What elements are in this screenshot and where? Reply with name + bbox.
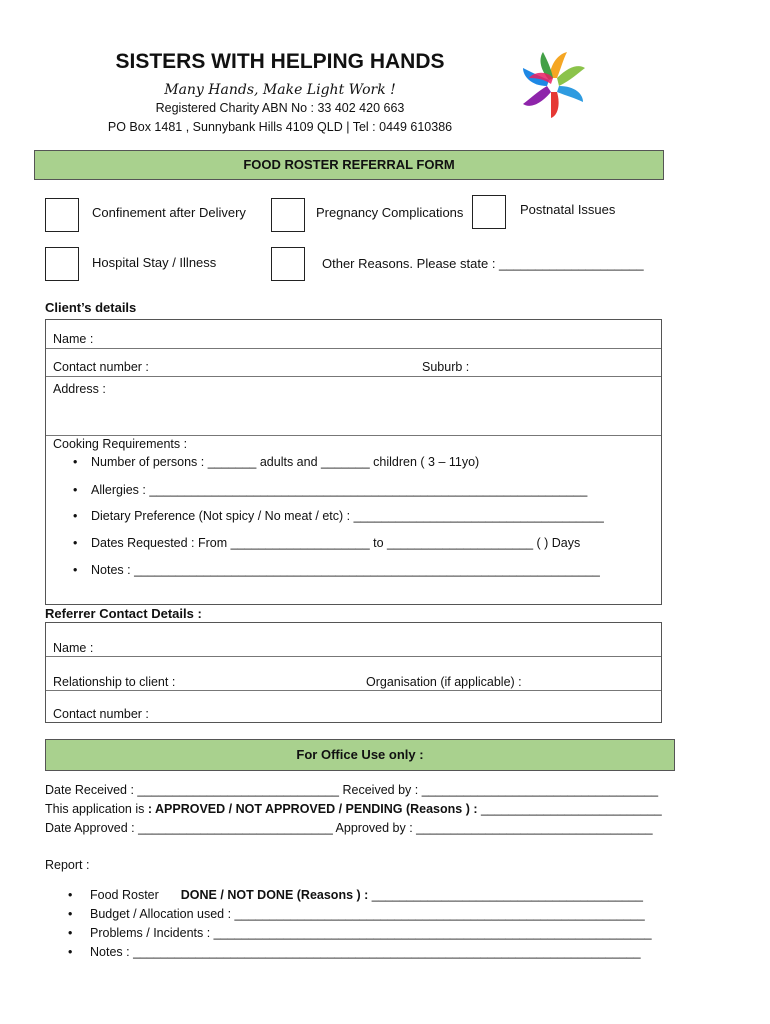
client-name-row[interactable] <box>46 320 661 349</box>
referrer-organisation-label: Organisation (if applicable) : <box>366 675 522 689</box>
office-notes-text: Notes : _________________________________________________________________________ <box>90 945 641 959</box>
logo-hand-2 <box>557 66 585 86</box>
client-notes-item[interactable]: • Notes : ___________________________________________________________________ <box>73 563 600 577</box>
logo-hand-5 <box>523 86 551 106</box>
abn-line: Registered Charity ABN No : 33 402 420 663 <box>155 101 405 115</box>
dates-item[interactable]: • Dates Requested : From ____________________ to _____________________ ( ) Days <box>73 536 581 550</box>
postnatal-checkbox[interactable] <box>472 195 506 229</box>
dietary-item[interactable]: • Dietary Preference (Not spicy / No meat / etc) : ____________________________________ <box>73 509 604 523</box>
hospital-checkbox[interactable] <box>45 247 79 281</box>
pregnancy-label: Pregnancy Complications <box>316 205 464 220</box>
client-suburb-label: Suburb : <box>422 360 470 374</box>
helping-hands-logo-icon <box>518 48 588 120</box>
confinement-label: Confinement after Delivery <box>92 205 246 220</box>
other-reasons-label[interactable]: Other Reasons. Please state : ____________________ <box>322 256 644 271</box>
application-line[interactable] <box>45 802 662 816</box>
client-contact-label: Contact number : <box>53 360 149 374</box>
confinement-checkbox[interactable] <box>45 198 79 232</box>
referrer-relationship-label: Relationship to client : <box>53 675 176 689</box>
allergies-item[interactable]: • Allergies : _______________________________________________________________ <box>73 483 588 497</box>
problems-text: Problems / Incidents : _______________________________________________________________ <box>90 926 652 940</box>
food-roster-item[interactable]: • Food Roster DONE / NOT DONE (Reasons ) : _______________________________________ <box>68 888 643 902</box>
dates-text: Dates Requested : From ____________________ to _____________________ ( ) Days <box>91 536 581 550</box>
referrer-name-label: Name : <box>53 641 94 655</box>
address-line: PO Box 1481 , Sunnybank Hills 4109 QLD | Tel : 0449 610386 <box>107 120 453 134</box>
tagline: Many Hands, Make Light Work ! <box>164 82 396 98</box>
referrer-box <box>45 622 662 723</box>
food-roster-blank: _______________________________________ <box>371 888 643 902</box>
referrer-heading: Referrer Contact Details : <box>45 606 202 621</box>
budget-text: Budget / Allocation used : ___________________________________________________________ <box>90 907 645 921</box>
cooking-requirements-label: Cooking Requirements : <box>53 437 188 451</box>
client-notes-text: Notes : ___________________________________________________________________ <box>91 563 600 577</box>
report-label: Report : <box>45 858 90 872</box>
referrer-relationship-row[interactable] <box>46 657 661 691</box>
application-prefix: This application is <box>45 802 148 816</box>
persons-text: Number of persons : _______ adults and _______ children ( 3 – 11yo) <box>91 455 480 469</box>
form-title-band <box>34 150 664 180</box>
office-use-title: For Office Use only : <box>296 747 424 762</box>
persons-item[interactable]: • Number of persons : _______ adults and _______ children ( 3 – 11yo) <box>73 455 480 469</box>
client-address-row[interactable] <box>46 377 661 436</box>
date-received-line[interactable]: Date Received : _____________________________ Received by : __________________________________ <box>45 783 659 797</box>
referrer-name-row[interactable] <box>46 623 661 657</box>
client-name-label: Name : <box>53 332 94 346</box>
application-status: : APPROVED / NOT APPROVED / PENDING (Reasons ) : <box>147 802 481 816</box>
food-roster-status: DONE / NOT DONE (Reasons ) : <box>180 888 372 902</box>
office-use-band <box>45 739 675 771</box>
client-contact-row[interactable] <box>46 349 661 377</box>
client-address-label: Address : <box>53 382 106 396</box>
food-roster-label: Food Roster <box>90 888 159 902</box>
hospital-label: Hospital Stay / Illness <box>92 255 217 270</box>
office-notes-item[interactable]: • Notes : _________________________________________________________________________ <box>68 945 641 959</box>
application-reasons-blank: __________________________ <box>480 802 662 816</box>
logo-hand-3 <box>557 86 583 102</box>
postnatal-label: Postnatal Issues <box>520 202 616 217</box>
allergies-text: Allergies : _______________________________________________________________ <box>91 483 588 497</box>
problems-item[interactable]: • Problems / Incidents : _______________________________________________________________ <box>68 926 652 940</box>
budget-item[interactable]: • Budget / Allocation used : ___________________________________________________________ <box>68 907 645 921</box>
client-details-box <box>45 319 662 605</box>
form-title: FOOD ROSTER REFERRAL FORM <box>243 157 455 172</box>
other-reasons-checkbox[interactable] <box>271 247 305 281</box>
pregnancy-checkbox[interactable] <box>271 198 305 232</box>
date-approved-line[interactable]: Date Approved : ____________________________ Approved by : __________________________________ <box>45 821 653 835</box>
referrer-contact-label[interactable]: Contact number : <box>53 707 149 721</box>
client-details-heading: Client’s details <box>45 300 137 315</box>
org-name: SISTERS WITH HELPING HANDS <box>115 50 445 73</box>
logo-hand-4 <box>551 92 559 118</box>
dietary-text: Dietary Preference (Not spicy / No meat / etc) : ____________________________________ <box>91 509 604 523</box>
